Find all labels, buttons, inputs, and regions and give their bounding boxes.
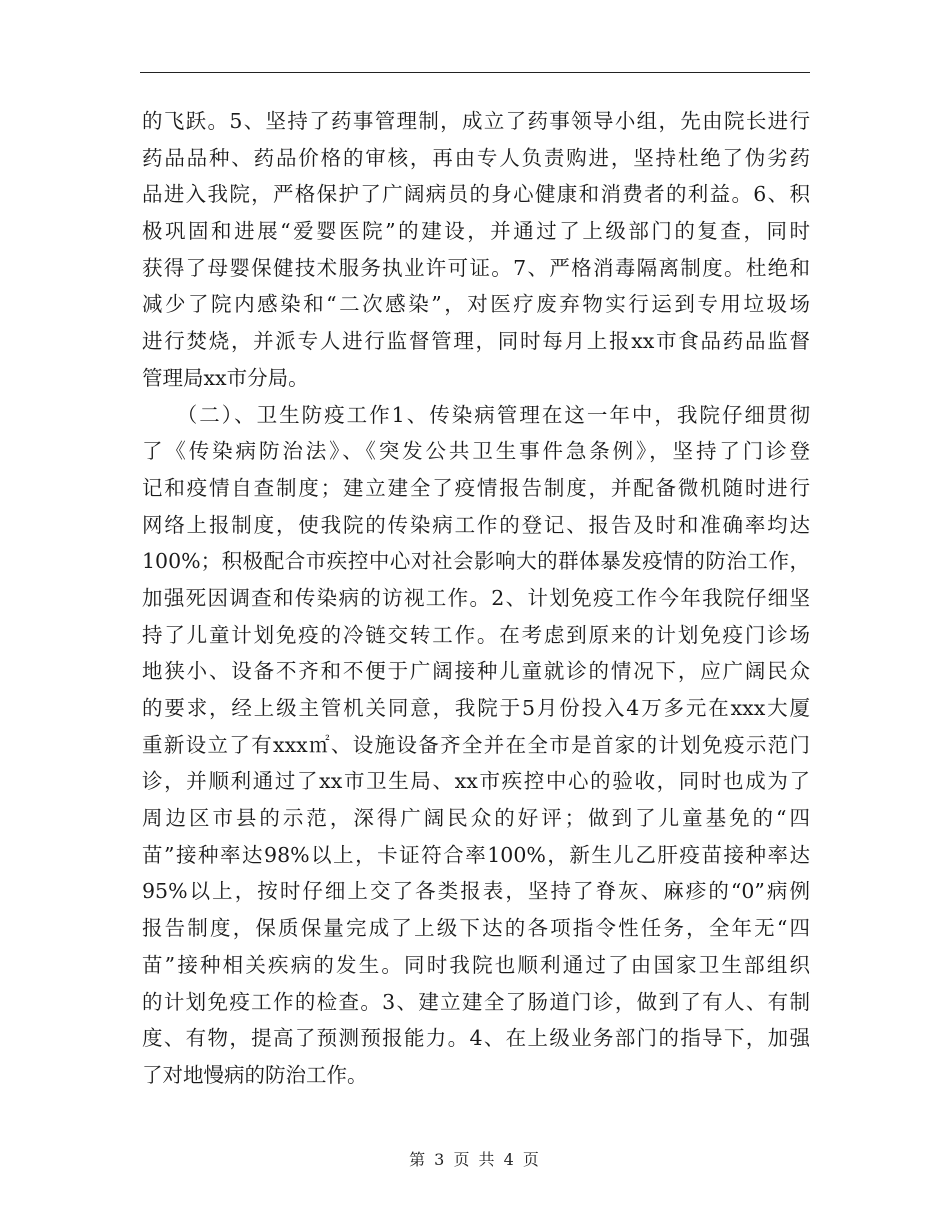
text-line: （二）、卫生防疫工作1、传染病管理在这一年中，我院仔细贯彻 [142, 402, 810, 427]
text-line: 重新设立了有xxx㎡、设施设备齐全并在全市是首家的计划免疫示范门 [142, 732, 810, 757]
text-line: 减少了院内感染和“二次感染”，对医疗废弃物实行运到专用垃圾场 [142, 292, 810, 317]
text-line: 记和疫情自查制度；建立建全了疫情报告制度，并配备微机随时进行 [142, 475, 810, 500]
text-line: 管理局xx市分局。 [142, 365, 309, 390]
text-line: 地狭小、设备不齐和不便于广阔接种儿童就诊的情况下，应广阔民众 [142, 659, 810, 684]
text-line: 的飞跃。5、坚持了药事管理制，成立了药事领导小组，先由院长进行 [142, 109, 810, 133]
text-line: 药品品种、药品价格的审核，再由专人负责购进，坚持杜绝了伪劣药 [142, 145, 810, 170]
text-line: 95%以上，按时仔细上交了各类报表，坚持了脊灰、麻疹的“0”病例 [142, 879, 810, 904]
text-line: 的计划免疫工作的检查。3、建立建全了肠道门诊，做到了有人、有制 [142, 989, 810, 1014]
text-line: 报告制度，保质保量完成了上级下达的各项指令性任务，全年无“四 [142, 916, 810, 941]
body-text [142, 103, 810, 1094]
text-line: 的要求，经上级主管机关同意，我院于5月份投入4万多元在xxx大厦 [142, 696, 810, 720]
text-line: 度、有物，提高了预测预报能力。4、在上级业务部门的指导下，加强 [142, 1026, 810, 1051]
header-rule [140, 72, 810, 73]
text-line: 苗”接种率达98%以上，卡证符合率100%，新生儿乙肝疫苗接种率达 [142, 842, 810, 867]
text-line: 进行焚烧，并派专人进行监督管理，同时每月上报xx市食品药品监督 [142, 329, 810, 354]
text-line: 极巩固和进展“爱婴医院”的建设，并通过了上级部门的复查，同时 [142, 219, 810, 244]
text-line: 加强死因调查和传染病的访视工作。2、计划免疫工作今年我院仔细坚 [142, 585, 810, 610]
text-line: 周边区市县的示范，深得广阔民众的好评；做到了儿童基免的“四 [142, 806, 810, 831]
text-line: 持了儿童计划免疫的冷链交转工作。在考虑到原来的计划免疫门诊场 [142, 622, 810, 647]
page-number-footer: 第 3 页 共 4 页 [409, 1150, 541, 1169]
text-line: 100%；积极配合市疾控中心对社会影响大的群体暴发疫情的防治工作， [142, 549, 810, 574]
text-line: 了《传染病防治法》、《突发公共卫生事件急条例》，坚持了门诊登 [142, 439, 810, 464]
text-line: 苗”接种相关疾病的发生。同时我院也顺利通过了由国家卫生部组织 [142, 952, 810, 977]
text-line: 网络上报制度，使我院的传染病工作的登记、报告及时和准确率均达 [142, 512, 810, 537]
text-line: 诊，并顺利通过了xx市卫生局、xx市疾控中心的验收，同时也成为了 [142, 769, 810, 794]
text-line: 了对地慢病的防治工作。 [142, 1062, 368, 1087]
text-line: 品进入我院，严格保护了广阔病员的身心健康和消费者的利益。6、积 [142, 182, 810, 207]
text-line: 获得了母婴保健技术服务执业许可证。7、严格消毒隔离制度。杜绝和 [142, 255, 810, 280]
